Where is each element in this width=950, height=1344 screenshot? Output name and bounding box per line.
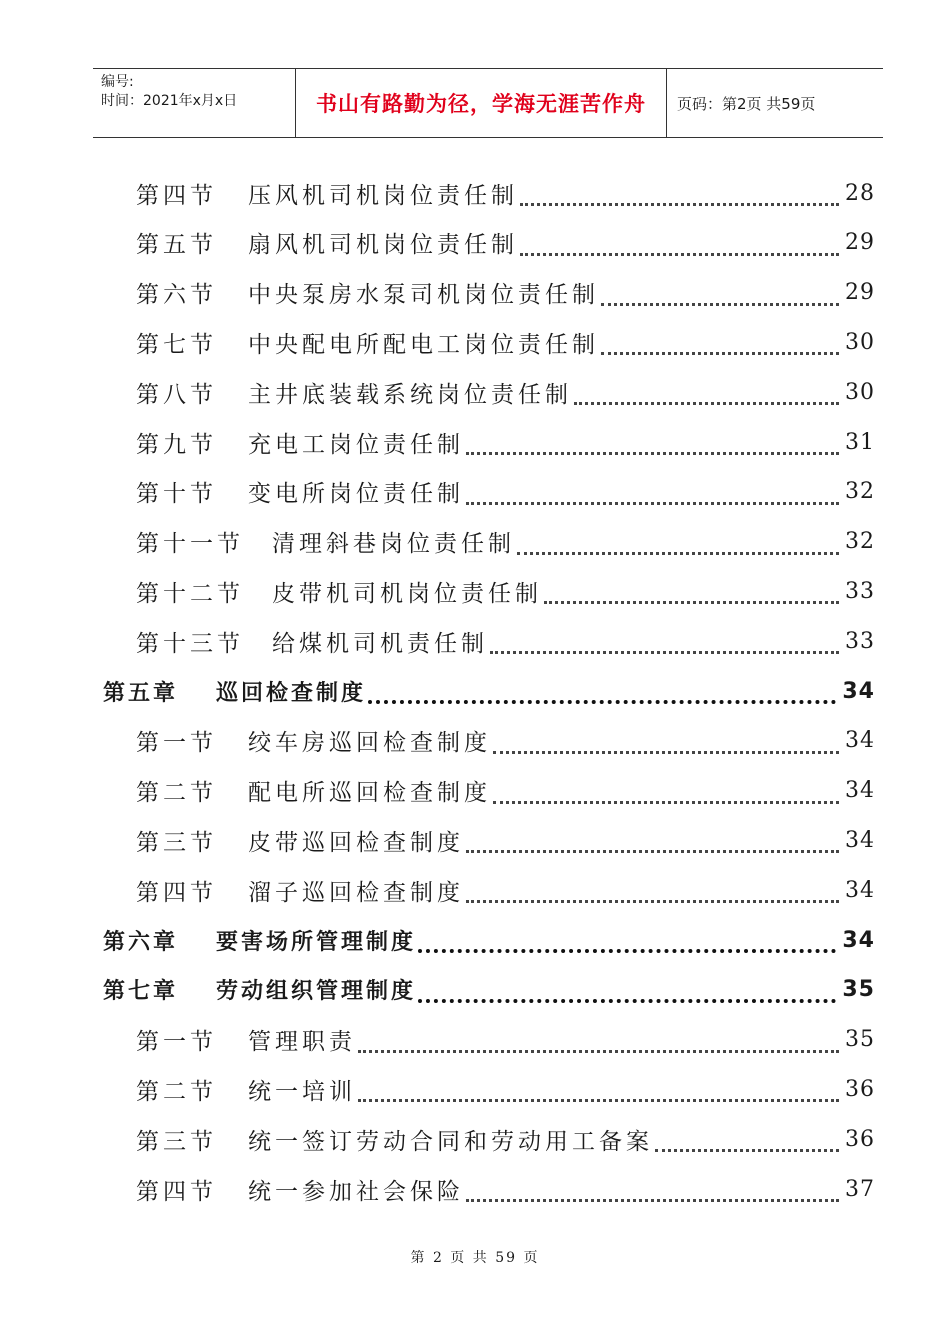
toc-page-number: 35 (845, 1027, 875, 1053)
toc-label: 第五节 (136, 232, 217, 259)
toc-section-row[interactable] (136, 218, 875, 268)
toc-title: 变电所岗位责任制 (248, 481, 464, 508)
toc-dot-leader (655, 1129, 839, 1152)
toc-dot-leader (418, 979, 836, 1003)
toc-section-row[interactable] (136, 317, 875, 367)
toc-section-row[interactable] (136, 367, 875, 417)
toc-page-number: 30 (845, 379, 875, 405)
toc-page-number: 36 (845, 1076, 875, 1102)
toc-page-number: 37 (845, 1176, 875, 1202)
toc-page-number: 34 (845, 778, 875, 804)
toc-chapter-row[interactable] (103, 666, 875, 716)
toc-title: 绞车房巡回检查制度 (248, 730, 491, 757)
toc-label: 第四节 (136, 1178, 217, 1205)
toc-chapter-row[interactable] (103, 965, 875, 1015)
toc-label: 第二节 (136, 1078, 217, 1105)
header-meta (93, 69, 295, 137)
toc-section-row[interactable] (136, 566, 875, 616)
toc-label: 第十一节 (136, 531, 244, 558)
toc-dot-leader (520, 183, 839, 206)
toc-title: 配电所巡回检查制度 (248, 780, 491, 807)
toc-dot-leader (466, 432, 839, 455)
toc-title: 清理斜巷岗位责任制 (272, 531, 515, 558)
toc-label: 第七章 (103, 979, 179, 1005)
toc-page-number: 36 (845, 1126, 875, 1152)
toc-dot-leader (493, 781, 839, 804)
toc-section-row[interactable] (136, 766, 875, 816)
header-motto: 书山有路勤为径，学海无涯苦作舟 (295, 69, 667, 137)
toc-section-row[interactable] (136, 616, 875, 666)
toc-label: 第四节 (136, 879, 217, 906)
page-footer: 第 2 页 共 59 页 (410, 1250, 540, 1266)
toc-label: 第二节 (136, 780, 217, 807)
toc-title: 溜子巡回检查制度 (248, 879, 464, 906)
toc-dot-leader (490, 631, 839, 654)
toc-section-row[interactable] (136, 168, 875, 218)
toc-section-row[interactable] (136, 1164, 875, 1214)
toc-section-row[interactable] (136, 1064, 875, 1114)
toc-page-number: 33 (845, 628, 875, 654)
toc-section-row[interactable] (136, 1015, 875, 1065)
toc-title: 主井底装载系统岗位责任制 (248, 381, 572, 408)
toc-dot-leader (601, 283, 839, 306)
toc-label: 第七节 (136, 331, 217, 358)
toc-page-number: 29 (845, 280, 875, 306)
toc-label: 第十三节 (136, 630, 244, 657)
toc-title: 皮带巡回检查制度 (248, 829, 464, 856)
toc-dot-leader (466, 482, 839, 505)
toc-dot-leader (544, 581, 839, 604)
toc-title: 中央配电所配电工岗位责任制 (248, 331, 599, 358)
toc-label: 第五章 (103, 680, 179, 706)
toc-title: 压风机司机岗位责任制 (248, 182, 518, 209)
toc-dot-leader (466, 1179, 839, 1202)
toc-label: 第八节 (136, 381, 217, 408)
toc-section-row[interactable] (136, 1114, 875, 1164)
toc-title: 劳动组织管理制度 (216, 979, 417, 1005)
toc-label: 第十二节 (136, 580, 244, 607)
toc-label: 第一节 (136, 730, 217, 757)
toc-label: 第十节 (136, 481, 217, 508)
toc-dot-leader (574, 382, 839, 405)
toc-page-number: 32 (845, 479, 875, 505)
toc-title: 统一培训 (248, 1078, 356, 1105)
toc-dot-leader (358, 1030, 839, 1053)
toc-dot-leader (601, 332, 839, 355)
toc-page-number: 31 (845, 429, 875, 455)
toc-section-row[interactable] (136, 716, 875, 766)
toc-label: 第九节 (136, 431, 217, 458)
toc-dot-leader (466, 830, 839, 853)
toc-section-row[interactable] (136, 467, 875, 517)
page-header (93, 68, 883, 138)
toc-title: 要害场所管理制度 (216, 929, 417, 955)
toc-section-row[interactable] (136, 417, 875, 467)
toc-page-number: 34 (842, 927, 875, 953)
toc-page-number: 34 (842, 678, 875, 704)
toc-section-row[interactable] (136, 865, 875, 915)
toc-title: 巡回检查制度 (216, 680, 367, 706)
document-number-label: 编号: (101, 74, 134, 90)
toc-title: 管理职责 (248, 1029, 356, 1056)
toc-page-number: 34 (845, 827, 875, 853)
toc-page-number: 28 (845, 180, 875, 206)
toc-label: 第三节 (136, 829, 217, 856)
toc-dot-leader (368, 680, 836, 704)
toc-label: 第一节 (136, 1029, 217, 1056)
toc-section-row[interactable] (136, 268, 875, 318)
toc-label: 第四节 (136, 182, 217, 209)
toc-title: 统一签订劳动合同和劳动用工备案 (248, 1128, 653, 1155)
toc-dot-leader (358, 1079, 839, 1102)
toc-title: 扇风机司机岗位责任制 (248, 232, 518, 259)
toc-label: 第六节 (136, 282, 217, 309)
toc-title: 中央泵房水泵司机岗位责任制 (248, 282, 599, 309)
toc-page-number: 29 (845, 230, 875, 256)
toc-chapter-row[interactable] (103, 915, 875, 965)
toc-dot-leader (466, 880, 839, 903)
toc-section-row[interactable] (136, 815, 875, 865)
toc-page-number: 34 (845, 877, 875, 903)
toc-dot-leader (520, 233, 839, 256)
toc-title: 给煤机司机责任制 (272, 630, 488, 657)
toc-page-number: 30 (845, 329, 875, 355)
toc-dot-leader (493, 731, 839, 754)
toc-label: 第三节 (136, 1128, 217, 1155)
toc-title: 皮带机司机岗位责任制 (272, 580, 542, 607)
toc-title: 充电工岗位责任制 (248, 431, 464, 458)
document-time: 时间：2021年x月x日 (101, 93, 238, 109)
toc-page-number: 35 (842, 977, 875, 1003)
toc-page-number: 32 (845, 529, 875, 555)
toc-title: 统一参加社会保险 (248, 1178, 464, 1205)
toc-page-number: 33 (845, 578, 875, 604)
toc-dot-leader (517, 532, 839, 555)
toc-page-number: 34 (845, 728, 875, 754)
toc-dot-leader (418, 929, 836, 953)
header-page-info: 页码：第2页 共59页 (677, 94, 816, 113)
toc-section-row[interactable] (136, 517, 875, 567)
toc-label: 第六章 (103, 929, 179, 955)
